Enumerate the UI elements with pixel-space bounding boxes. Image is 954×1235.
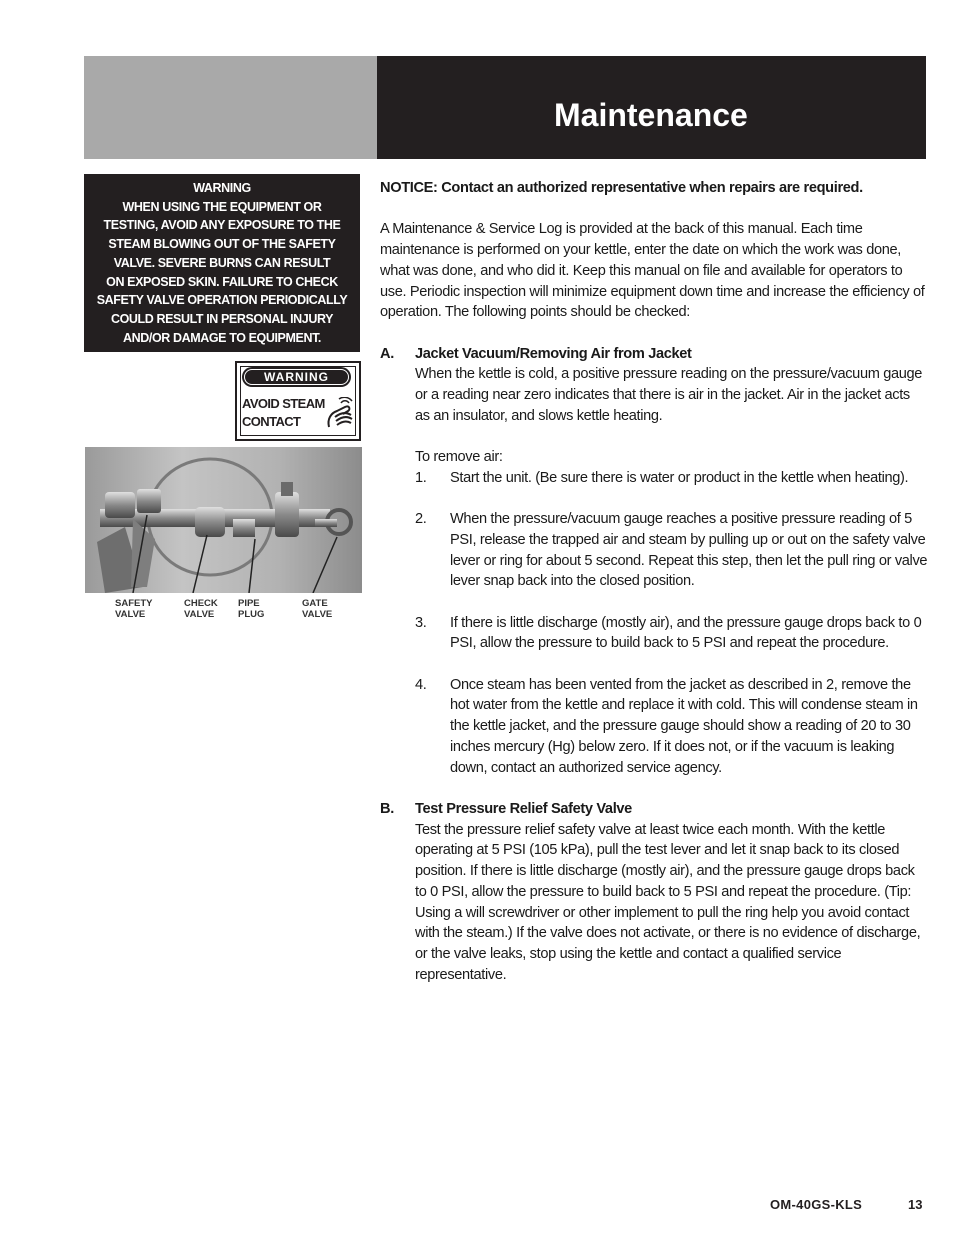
sign-line-1: AVOID STEAM bbox=[242, 396, 325, 411]
valves-illustration bbox=[85, 447, 362, 593]
warning-line: COULD RESULT IN PERSONAL INJURY bbox=[110, 311, 334, 326]
step-number: 3. bbox=[415, 614, 427, 631]
photo-labels bbox=[85, 598, 362, 624]
step-item bbox=[415, 509, 928, 592]
step-item bbox=[415, 675, 928, 779]
section-b-letter: B. bbox=[380, 800, 394, 817]
section-a-text: When the kettle is cold, a positive pressure reading on the pressure/vacuum gauge or a reading near zero indicates that there is air in the jacket. Air in the jacket acts as an insulator, and slows kettle heating. bbox=[415, 366, 923, 424]
section-b-text: Test the pressure relief safety valve at least twice each month. With the kettle operating at 5 PSI (105 kPa), pull the test lever and let it snap back to its closed position. If there is little discharge (mostly air), and the pressure gauge drops back to 0 PSI, allow the pressure to build back to 5 PSI and repeat the procedure. (Tip: Using a will screwdriver or other implement to pull the ring help you avoid contact with the steam.) If the valve does not activate, or there is no evidence of discharge, or the valve leaks, stop using the kettle and contact a qualified service representative. bbox=[415, 821, 921, 983]
sign-warning-badge bbox=[242, 367, 351, 387]
step-text: If there is little discharge (mostly air), and the pressure gauge drops back to 0 PSI, allow the pressure to build back to 5 PSI and repeat the procedure. bbox=[450, 614, 922, 652]
step-text: When the pressure/vacuum gauge reaches a positive pressure reading of 5 PSI, release the trapped air and steam by pulling up or out on the safety valve lever or ring for about 5 second. Repeat this step, then let the pull ring or valve lever snap back into the closed position. bbox=[450, 511, 928, 590]
section-a-letter: A. bbox=[380, 345, 394, 362]
label-check-valve: CHECK VALVE bbox=[184, 598, 218, 620]
remove-air-label: To remove air: bbox=[415, 449, 503, 466]
valves-photo bbox=[85, 447, 362, 593]
section-a bbox=[380, 344, 928, 779]
header-gray-band bbox=[84, 56, 377, 159]
warning-line: ON EXPOSED SKIN. FAILURE TO CHECK bbox=[106, 274, 338, 289]
page-title: Maintenance bbox=[554, 97, 748, 133]
label-gate-valve: GATE VALVE bbox=[302, 598, 333, 620]
sign-badge-label: WARNING bbox=[264, 370, 329, 384]
header-black-band bbox=[377, 56, 926, 159]
notice-text: NOTICE: Contact an authorized representative when repairs are required. bbox=[380, 180, 863, 196]
step-text: Once steam has been vented from the jacket as described in 2, remove the hot water from the kettle and replace it with cold. This will condense steam in the kettle jacket, and the pressure gauge should show a reading of 20 to 30 inches mercury (Hg) below zero. If it does not, or if the vacuum is leaking down, contact an authorized service agency. bbox=[450, 676, 918, 776]
warning-line: STEAM BLOWING OUT OF THE SAFETY bbox=[108, 237, 336, 252]
sign-line-2: CONTACT bbox=[242, 414, 301, 429]
warning-box bbox=[84, 174, 360, 352]
section-b bbox=[380, 799, 928, 985]
step-number: 1. bbox=[415, 469, 427, 486]
sign-text bbox=[242, 395, 325, 431]
footer-doc-id: OM-40GS-KLS bbox=[770, 1197, 863, 1212]
step-text: Start the unit. (Be sure there is water or product in the kettle when heating). bbox=[450, 469, 909, 486]
warning-line: AND/OR DAMAGE TO EQUIPMENT. bbox=[122, 330, 321, 345]
warning-line: WARNING bbox=[193, 181, 251, 195]
section-b-title: Test Pressure Relief Safety Valve bbox=[415, 800, 632, 817]
label-pipe-plug: PIPE PLUG bbox=[238, 598, 265, 620]
sign-badge-ring bbox=[244, 369, 349, 385]
step-number: 4. bbox=[415, 676, 427, 693]
avoid-steam-sign bbox=[235, 361, 361, 441]
label-safety-valve: SAFETY VALVE bbox=[115, 598, 153, 620]
hand-steam-icon bbox=[325, 397, 355, 431]
warning-line: WHEN USING THE EQUIPMENT OR bbox=[122, 199, 322, 214]
intro-paragraph: A Maintenance & Service Log is provided at the back of this manual. Each time maintenance is performed on your kettle, enter the date on which the work was done, what was done, and who did it. Keep this manual on file and available for operators to use. Periodic inspection will minimize equipment down time and increase the efficiency of operation. The following points should be checked: bbox=[380, 221, 925, 321]
warning-line: VALVE. SEVERE BURNS CAN RESULT bbox=[113, 255, 331, 270]
step-item bbox=[415, 468, 928, 489]
section-a-title: Jacket Vacuum/Removing Air from Jacket bbox=[415, 345, 692, 362]
step-item bbox=[415, 613, 928, 654]
warning-line: TESTING, AVOID ANY EXPOSURE TO THE bbox=[103, 218, 341, 233]
main-content bbox=[380, 178, 928, 985]
warning-line: SAFETY VALVE OPERATION PERIODICALLY bbox=[96, 293, 348, 308]
page-number: 13 bbox=[908, 1197, 923, 1212]
step-number: 2. bbox=[415, 511, 427, 528]
